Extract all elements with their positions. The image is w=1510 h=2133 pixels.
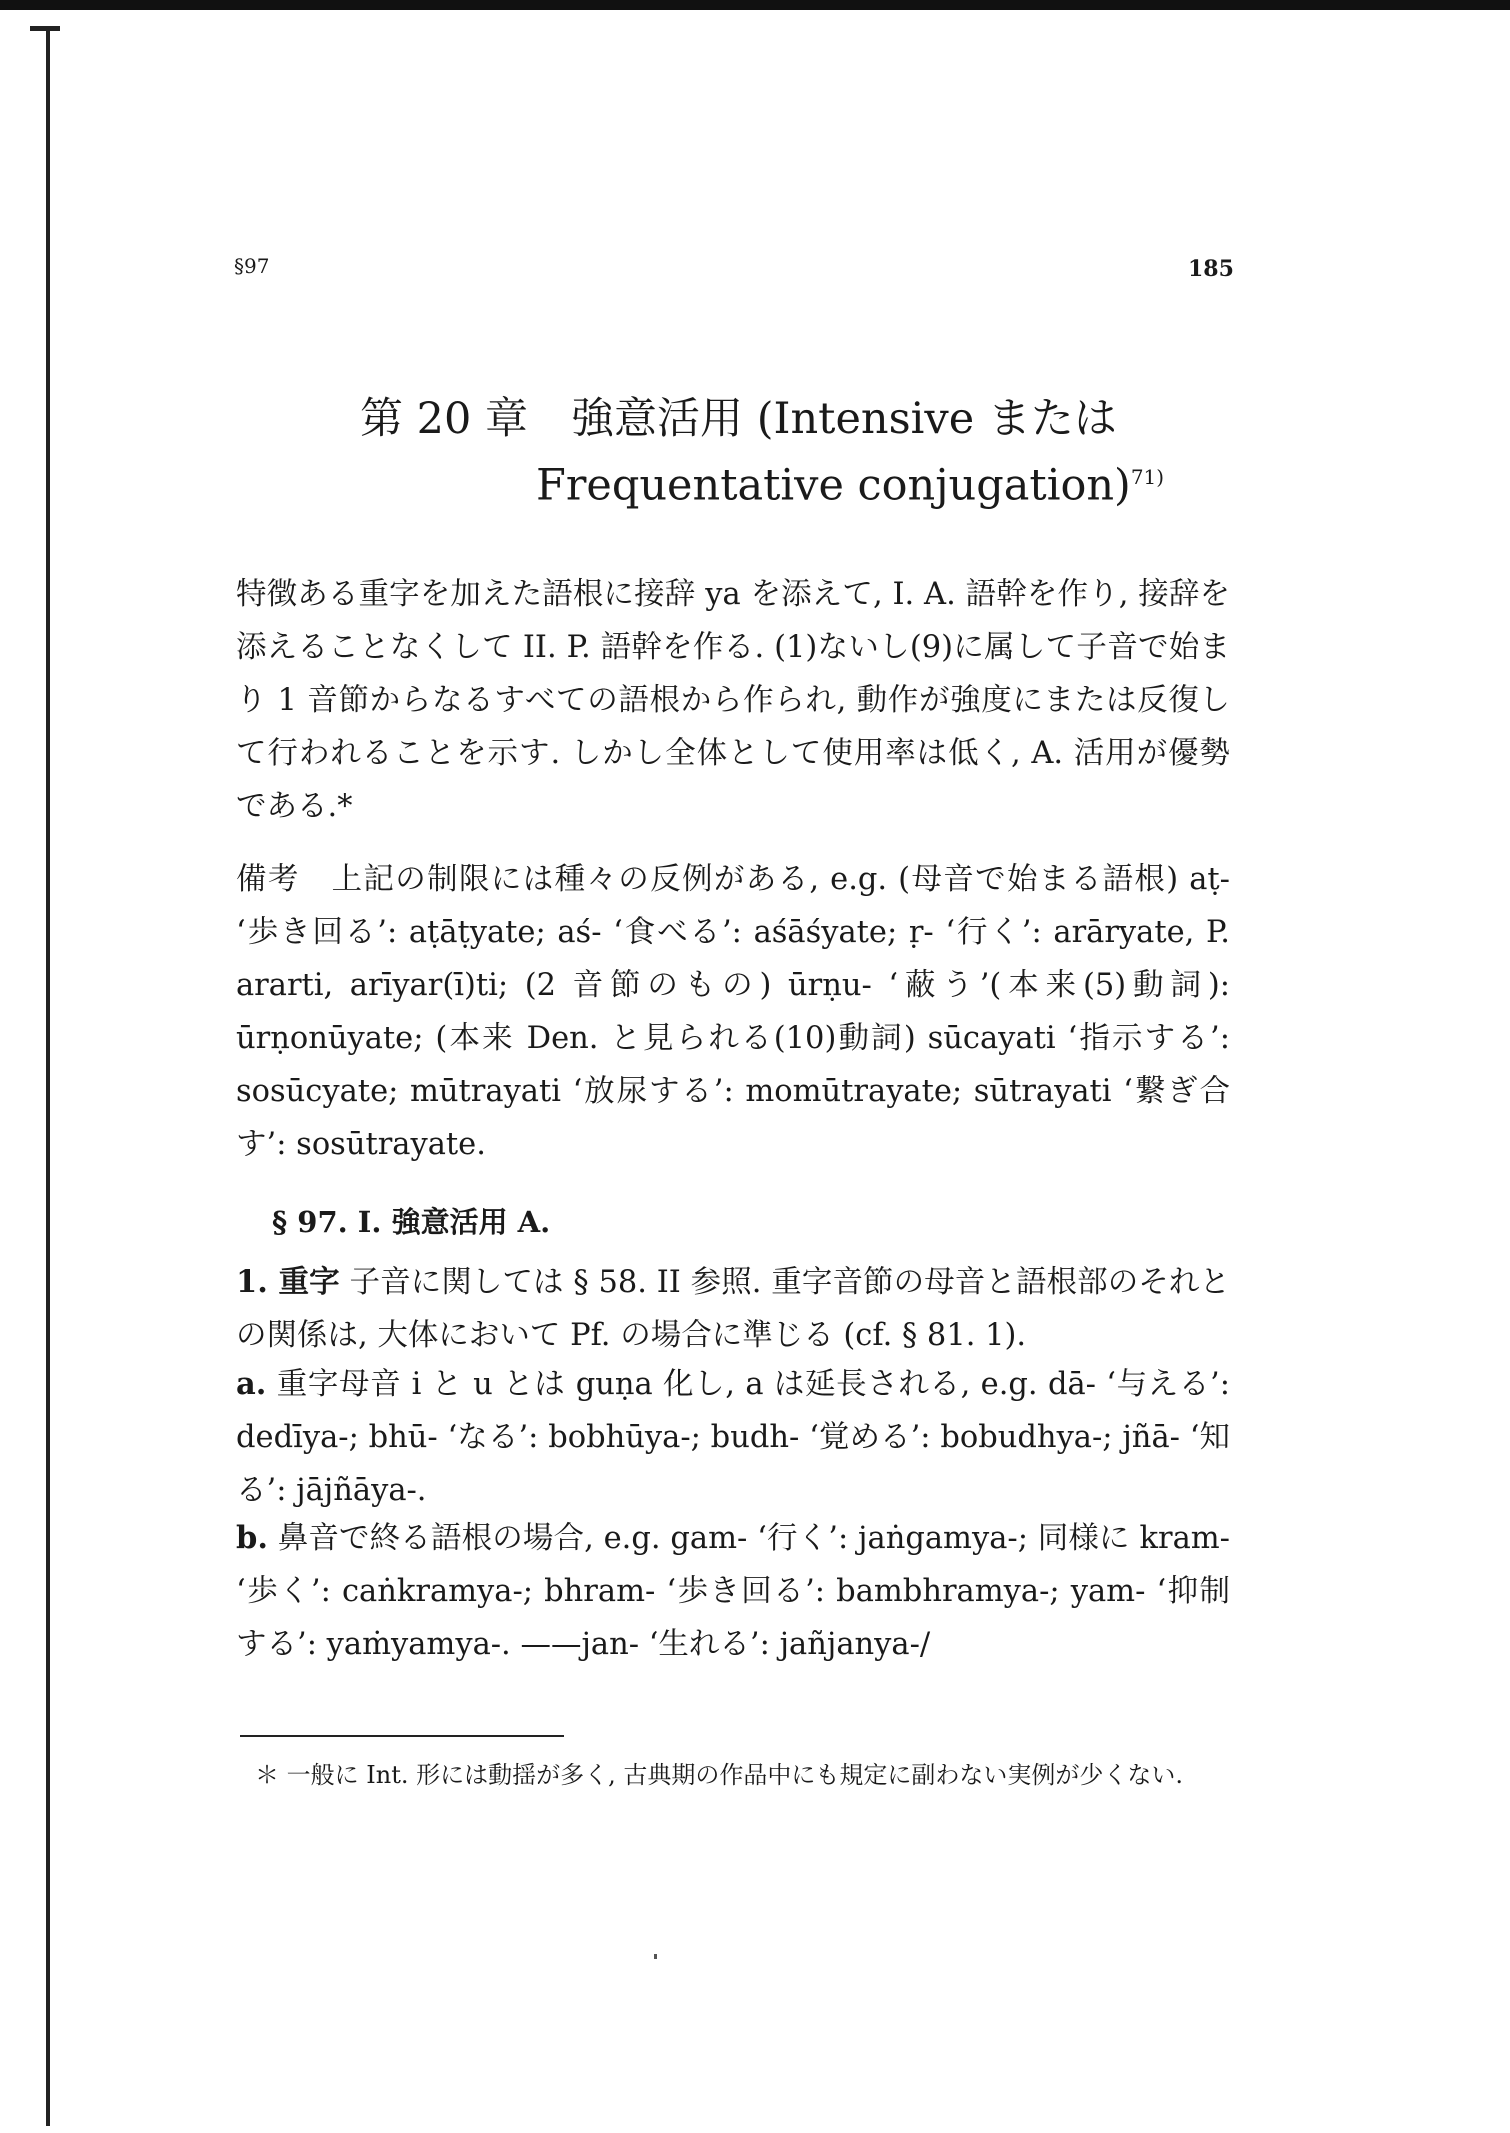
chapter-title-line2: Frequentative conjugation) (536, 460, 1131, 511)
binding-margin-tick (30, 26, 60, 31)
section-heading: § 97. I. 強意活用 A. (272, 1205, 551, 1239)
print-speck (654, 1954, 657, 1959)
item-a-label: a. (236, 1366, 267, 1402)
footnote: ＊ 一般に Int. 形には動揺が多く, 古典期の作品中にも規定に副わない実例が少くない. (255, 1761, 1183, 1789)
intro-paragraph: 特徴ある重字を加えた語根に接辞 ya を添えて, I. A. 語幹を作り, 接辞を添えることなくして II. P. 語幹を作る. (1)ないし(9)に属して子音で始まり 1 音節からなるすべての語根から作られ, 動作が強度にまたは反復して行われることを示す. しかし全体として使用率は低く, A. 活用が優勢である.* (236, 577, 1230, 824)
item-a-paragraph (236, 1358, 1230, 1517)
item-b-text: 鼻音で終る語根の場合, e.g. gam- ‘行く’: jaṅgamya-; 同様に kram- ‘歩く’: caṅkramya-; bhram- ‘歩き回る’: bambhramya-; yam- ‘抑制する’: yaṁyamya-. ——jan- ‘生れる’: jañjanya-/ (236, 1521, 1230, 1662)
item-b-label: b. (236, 1520, 268, 1556)
chapter-title (360, 390, 1260, 514)
footnote-rule (240, 1735, 564, 1737)
chapter-title-line2-wrap (360, 448, 1260, 514)
page-top-border (0, 0, 1510, 10)
running-head-section: §97 (234, 254, 270, 278)
item-1-paragraph (236, 1256, 1230, 1362)
binding-margin-line (46, 26, 50, 2126)
item-b-paragraph (236, 1512, 1230, 1671)
remark-paragraph: 備考 上記の制限には種々の反例がある, e.g. (母音で始まる語根) aṭ- ‘歩き回る’: aṭāṭyate; aś- ‘食べる’: aśāśyate; ṛ- ‘行く’: arāryate, P. ararti, arīyar(ī)ti; (2 音節のもの) ūrṇu- ‘蔽う’(本来(5)動詞): ūrṇonūyate; (本来 Den. と見られる(10)動詞) sūcayati ‘指示する’: sosūcyate; mūtrayati ‘放尿する’: momūtrayate; sūtrayati ‘繋ぎ合す’: sosūtrayate. (236, 862, 1230, 1162)
page-number: 185 (1188, 256, 1234, 282)
item-1-label: 1. 重字 (236, 1264, 340, 1300)
chapter-title-line1: 第 20 章 強意活用 (Intensive または (360, 394, 1117, 444)
item-1-text: 子音に関しては § 58. II 参照. 重字音節の母音と語根部のそれとの関係は, 大体において Pf. の場合に準じる (cf. § 81. 1). (236, 1265, 1230, 1353)
item-a-text: 重字母音 i と u とは guṇa 化し, a は延長される, e.g. dā- ‘与える’: dedīya-; bhū- ‘なる’: bobhūya-; budh- ‘覚める’: bobudhya-; jñā- ‘知る’: jājñāya-. (236, 1367, 1230, 1508)
chapter-note-ref: 71) (1130, 465, 1165, 489)
